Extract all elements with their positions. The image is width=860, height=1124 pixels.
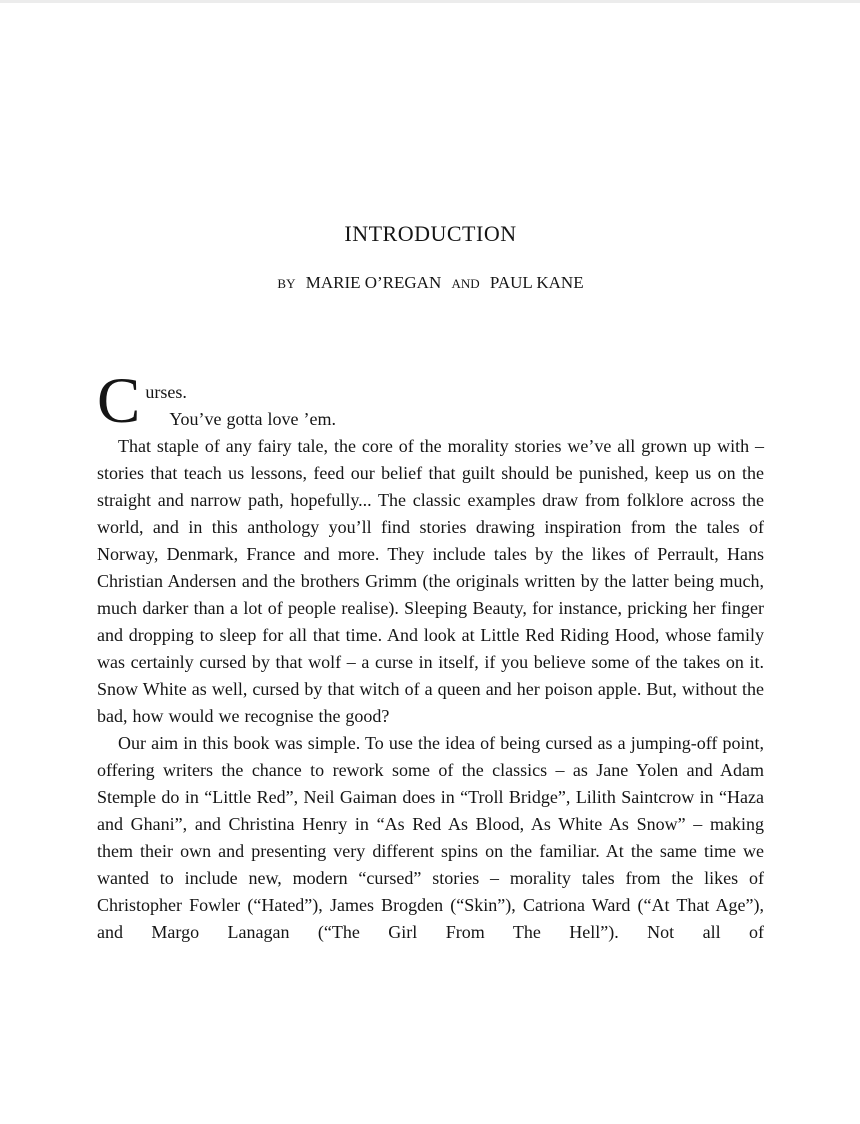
byline-author-1: MARIE O’REGAN	[305, 273, 442, 292]
byline-connector: AND	[451, 276, 480, 291]
byline	[97, 272, 764, 295]
chapter-body	[97, 365, 764, 946]
byline-prefix: BY	[277, 276, 296, 291]
paragraph-fairy-tales: That staple of any fairy tale, the core of the morality stories we’ve all grown up with – stories that teach us lessons, feed our belief that guilt should be punished, keep us on the straight and narrow path, hopefully... The classic examples draw from folklore across the world, and in this anthology you’ll find stories drawing inspiration from the tales of Norway, Denmark, France and more. They include tales by the likes of Perrault, Hans Christian Andersen and the brothers Grimm (the originals written by the latter being much, much darker than a lot of people realise). Sleeping Beauty, for instance, pricking her finger and dropping to sleep for all that time. And look at Little Red Riding Hood, whose family was certainly cursed by that wolf – a curse in itself, if you believe some of the takes on it. Snow White as well, cursed by that witch of a queen and her poison apple. But, without the bad, how would we recognise the good?	[97, 436, 764, 726]
book-page	[0, 3, 860, 1124]
paragraph-aim: Our aim in this book was simple. To use the idea of being cursed as a jumping-off point, offering writers the chance to rework some of the classics – as Jane Yolen and Adam Stemple do in “Little Red”, Neil Gaiman does in “Troll Bridge”, Lilith Saintcrow in “Haza and Ghani”, and Christina Henry in “As Red As Blood, As White As Snow” – making them their own and presenting very different spins on the familiar. At the same time we wanted to include new, modern “cursed” stories – morality tales from the likes of Christopher Fowler (“Hated”), James Brogden (“Skin”), Catriona Ward (“At That Age”), and Margo Lanagan (“The Girl From The Hell”). Not all of	[97, 733, 764, 942]
chapter-title: INTRODUCTION	[344, 221, 517, 246]
opening-text: urses.	[145, 382, 187, 402]
paragraph-tagline: You’ve gotta love ’em.	[169, 409, 337, 429]
byline-author-2: PAUL KANE	[489, 273, 584, 292]
drop-cap: C	[97, 365, 141, 437]
